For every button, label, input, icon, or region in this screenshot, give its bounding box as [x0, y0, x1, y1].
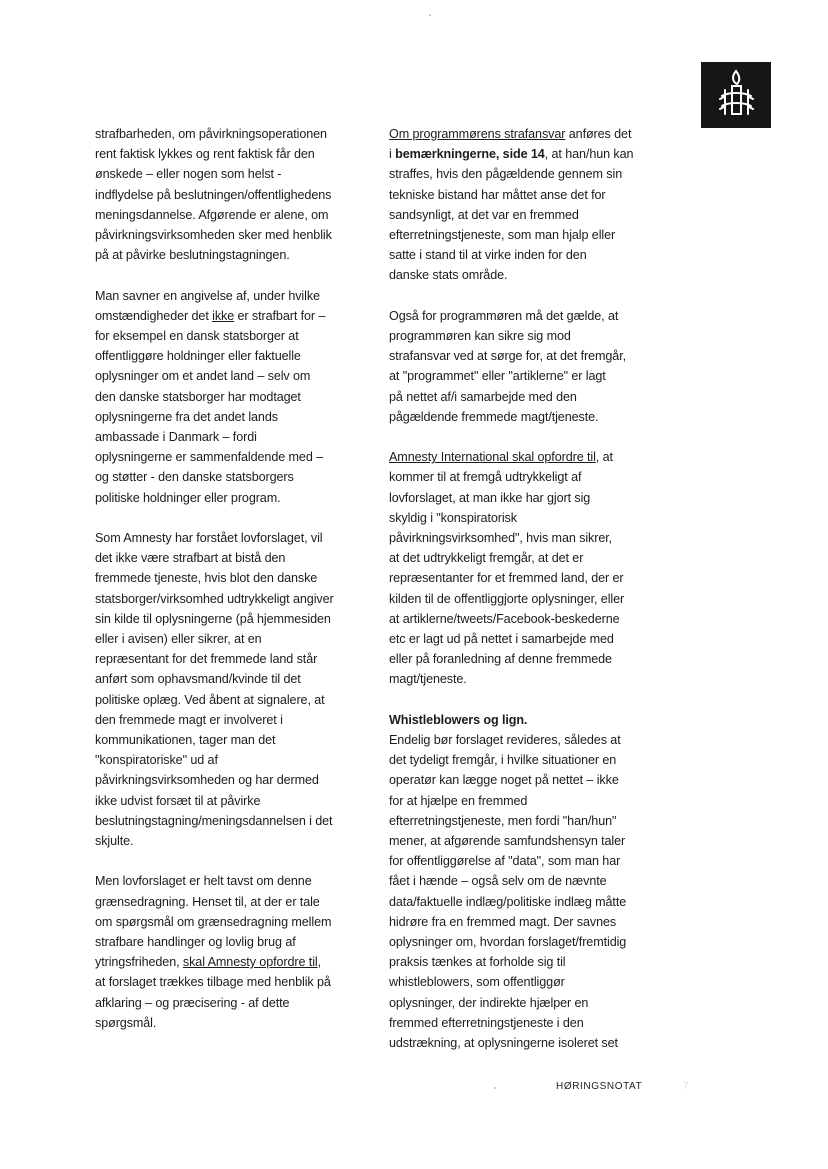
left-paragraph-3: Som Amnesty har forstået lovforslaget, vil det ikke være strafbart at bistå den fremmede tjeneste, hvis blot den danske statsborger/virksomhed udtrykkeligt angiver sin kilde til oplysningerne (på hjemmesiden eller i avisen) eller sikrer, at en repræsentant for det fremmede land står anført som ophavsmand/kvinde til det politiske oplæg. Ved åbent at signalere, at den fremmede magt er involveret i kommunikationen, tager man det "konspiratoriske" ud af påvirkningsvirksomheden og har dermed ikke udvist forsæt til at påvirke beslutningstagning/meningsdannelsen i det skjulte.: [95, 531, 334, 849]
right-paragraph-2: Også for programmøren må det gælde, at programmøren kan sikre sig mod strafansvar ved at sørge for, at det fremgår, at "programmet" eller "artiklerne" er lagt på nettet af/i samarbejde med den pågældende fremmede magt/tjeneste.: [389, 308, 626, 424]
footer-label: HØRINGSNOTAT: [556, 1081, 643, 1092]
bold-text: bemærkningerne, side 14: [395, 147, 545, 162]
left-paragraph-1: strafbarheden, om påvirkningsoperationen rent faktisk lykkes og rent faktisk får den ønskede – eller nogen som helst - indflydelse på beslutningen/offentlighedens meningsdannelse. Afgørende er alene, om påvirkningsvirksomheden sker med henblik på at påvirke beslutningstagningen.: [95, 127, 332, 263]
scan-speck: [429, 14, 431, 16]
right-paragraph-3: [389, 447, 651, 689]
candle-barbed-wire-icon: [701, 62, 771, 128]
left-column: [95, 124, 355, 1053]
text-span: Man savner en angivelse af, under hvilke omstændigheder det: [95, 288, 320, 323]
text-span: er strafbart for – for eksempel en dansk statsborger at offentliggøre holdninger eller faktuelle oplysninger om et andet land – selv om den danske statsborger har modtaget oplysningerne fra det andet lands ambassade i Danmark – fordi oplysningerne er sammenfaldende med – og støtter - den danske statsborgers politiske holdninger eller program.: [95, 308, 326, 505]
text-span: Endelig bør forslaget revideres, således at det tydeligt fremgår, i hvilke situationer en operatør kan lægge noget på nettet – ikke for at hjælpe en fremmed efterretningstjeneste, men fordi "han/hun" mener, at afgørende samfundshensyn taler for offentliggørelse af "data", som man har fået i hænde – også selv om de nævnte data/faktuelle indlæg/politiske indlæg måtte hidrøre fra en fremmed magt. Der savnes oplysninger om, hvordan forslaget/fremtidig praksis tænkes at forholde sig til whistleblowers, som offentliggør oplysninger, der indirekte hjælper en fremmed efterretningstjeneste i den udstrækning, at oplysningerne isoleret set: [389, 733, 627, 1051]
text-span: , at forslaget trækkes tilbage med henblik på afklaring – og præcisering - af dette spørgsmål.: [95, 955, 331, 1030]
text-span: , at kommer til at fremgå udtrykkeligt af lovforslaget, at man ikke har gjort sig skyldig i "konspiratorisk påvirkningsvirksomhed", hvis man sikrer, at det udtrykkeligt fremgår, at det er repræsentanter for et fremmed land, der er kilden til de offentliggjorte oplysninger, eller at artiklerne/tweets/Facebook-beskederne etc er lagt ud på nettet i samarbejde med eller på foranledning af denne fremmede magt/tjeneste.: [389, 450, 625, 687]
right-paragraph-1: [389, 124, 651, 286]
left-paragraph-4: [95, 871, 355, 1033]
section-heading: Whistleblowers og lign.: [389, 712, 528, 727]
text-span: Men lovforslaget er helt tavst om denne grænsedragning. Henset til, at der er tale om spørgsmål om grænsedragning mellem strafbare handlinger og lovlig brug af ytringsfriheden,: [95, 874, 332, 970]
underlined-text: ikke: [212, 308, 235, 323]
page-number: 7: [683, 1081, 689, 1092]
underlined-text: Om programmørens strafansvar: [389, 127, 566, 141]
underlined-text: Amnesty International skal opfordre til: [389, 450, 596, 465]
underlined-text: skal Amnesty opfordre til: [182, 955, 318, 970]
text-span: , at han/hun kan straffes, hvis den pågældende gennem sin tekniske bistand har måttet anse det for sandsynligt, at det var en fremmed efterretningstjeneste, som man hjalp eller satte i stand til at virke inden for den danske stats område.: [389, 147, 634, 283]
amnesty-logo: [701, 62, 771, 128]
right-column: [389, 124, 651, 1053]
left-paragraph-2: [95, 286, 355, 508]
scan-speck: [494, 1087, 496, 1089]
text-span: anføres det i: [389, 127, 632, 162]
right-paragraph-4: [389, 710, 651, 1053]
